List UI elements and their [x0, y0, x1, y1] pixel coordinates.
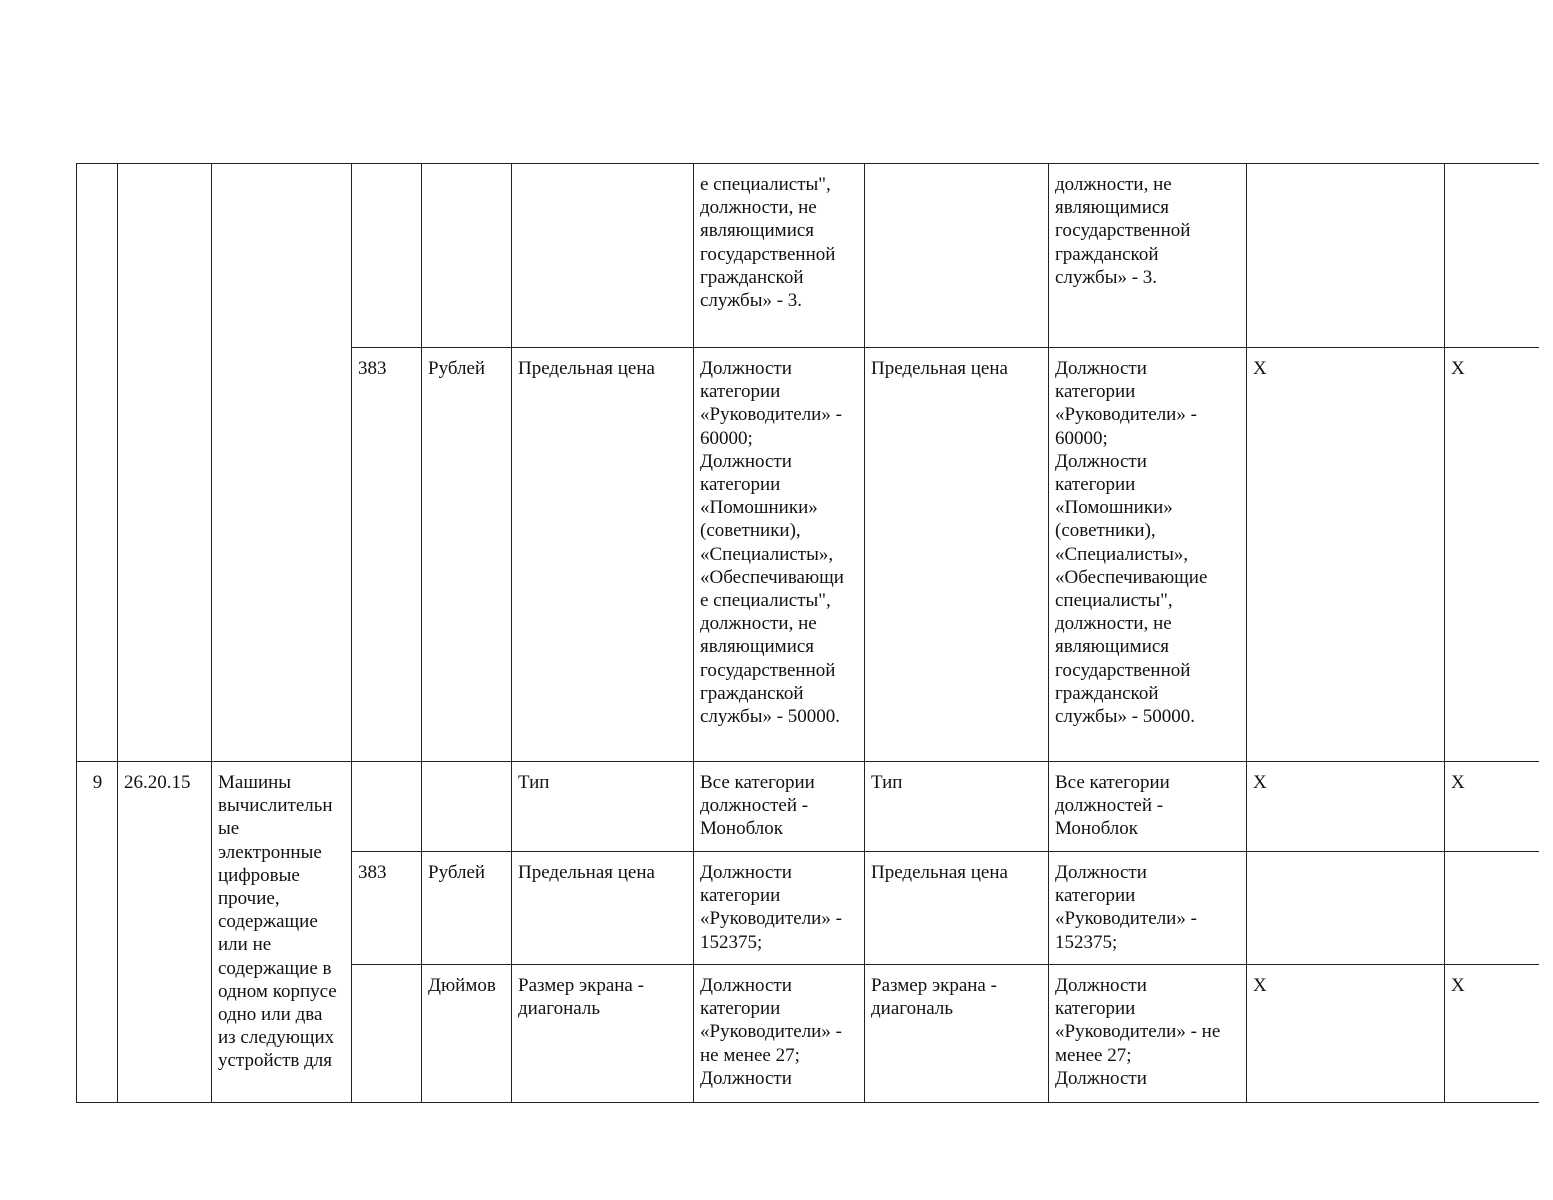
mark-cell: X — [1247, 762, 1445, 852]
characteristic-cell: Размер экрана - диагональ — [865, 965, 1049, 1103]
table-cell — [422, 762, 512, 852]
value-cell: Должности категории «Руководители» - 152375; — [1049, 852, 1247, 965]
unit-code-cell: 383 — [352, 852, 422, 965]
unit-name-cell: Дюймов — [422, 965, 512, 1103]
item-number-cell: 9 — [77, 762, 118, 1103]
mark-cell: X — [1247, 965, 1445, 1103]
table-cell — [77, 164, 118, 762]
unit-code-cell: 383 — [352, 348, 422, 762]
value-cell: Должности категории «Руководители» - не менее 27; Должности — [694, 965, 865, 1103]
characteristic-cell: Тип — [865, 762, 1049, 852]
value-cell: Должности категории «Руководители» - не менее 27; Должности — [1049, 965, 1247, 1103]
table-row — [77, 164, 1539, 348]
table-cell — [512, 164, 694, 348]
characteristic-cell: Предельная цена — [865, 348, 1049, 762]
table-cell — [422, 164, 512, 348]
table-cell — [352, 965, 422, 1103]
characteristic-cell: Предельная цена — [512, 348, 694, 762]
value-cell: Все категории должностей - Моноблок — [694, 762, 865, 852]
mark-cell: X — [1247, 348, 1445, 762]
unit-name-cell: Рублей — [422, 348, 512, 762]
characteristic-cell: Тип — [512, 762, 694, 852]
value-cell: е специалисты", должности, не являющимися государственной гражданской службы» - 3. — [694, 164, 865, 348]
table-cell — [118, 164, 212, 762]
mark-cell: X — [1445, 762, 1539, 852]
value-cell: Должности категории «Руководители» - 152375; — [694, 852, 865, 965]
unit-name-cell: Рублей — [422, 852, 512, 965]
value-cell: Должности категории «Руководители» - 60000; Должности категории «Помошники» (советники), «Специалисты», «Обеспечивающие специалисты", должности, не являющимися государственной гражданской службы» - 50000. — [1049, 348, 1247, 762]
okpd-code-cell: 26.20.15 — [118, 762, 212, 1103]
characteristic-cell: Предельная цена — [865, 852, 1049, 965]
value-cell: должности, не являющимися государственной гражданской службы» - 3. — [1049, 164, 1247, 348]
characteristic-cell: Размер экрана - диагональ — [512, 965, 694, 1103]
table-cell — [865, 164, 1049, 348]
mark-cell: X — [1445, 348, 1539, 762]
mark-cell: X — [1445, 965, 1539, 1103]
table-cell — [1247, 164, 1445, 348]
value-cell: Все категории должностей - Моноблок — [1049, 762, 1247, 852]
characteristic-cell: Предельная цена — [512, 852, 694, 965]
value-cell: Должности категории «Руководители» - 60000; Должности категории «Помошники» (советники), «Специалисты», «Обеспечивающи е специалисты", должности, не являющимися государственной гражданской службы» - 50000. — [694, 348, 865, 762]
table-row — [77, 762, 1539, 852]
table-cell — [352, 164, 422, 348]
item-title-cell: Машины вычислительн ые электронные цифровые прочие, содержащие или не содержащие в одном корпусе одно или два из следующих устройств для — [212, 762, 352, 1103]
requirements-table — [76, 163, 1539, 1103]
table-cell — [1445, 164, 1539, 348]
table-cell — [352, 762, 422, 852]
mark-cell — [1445, 852, 1539, 965]
table-cell — [212, 164, 352, 762]
mark-cell — [1247, 852, 1445, 965]
